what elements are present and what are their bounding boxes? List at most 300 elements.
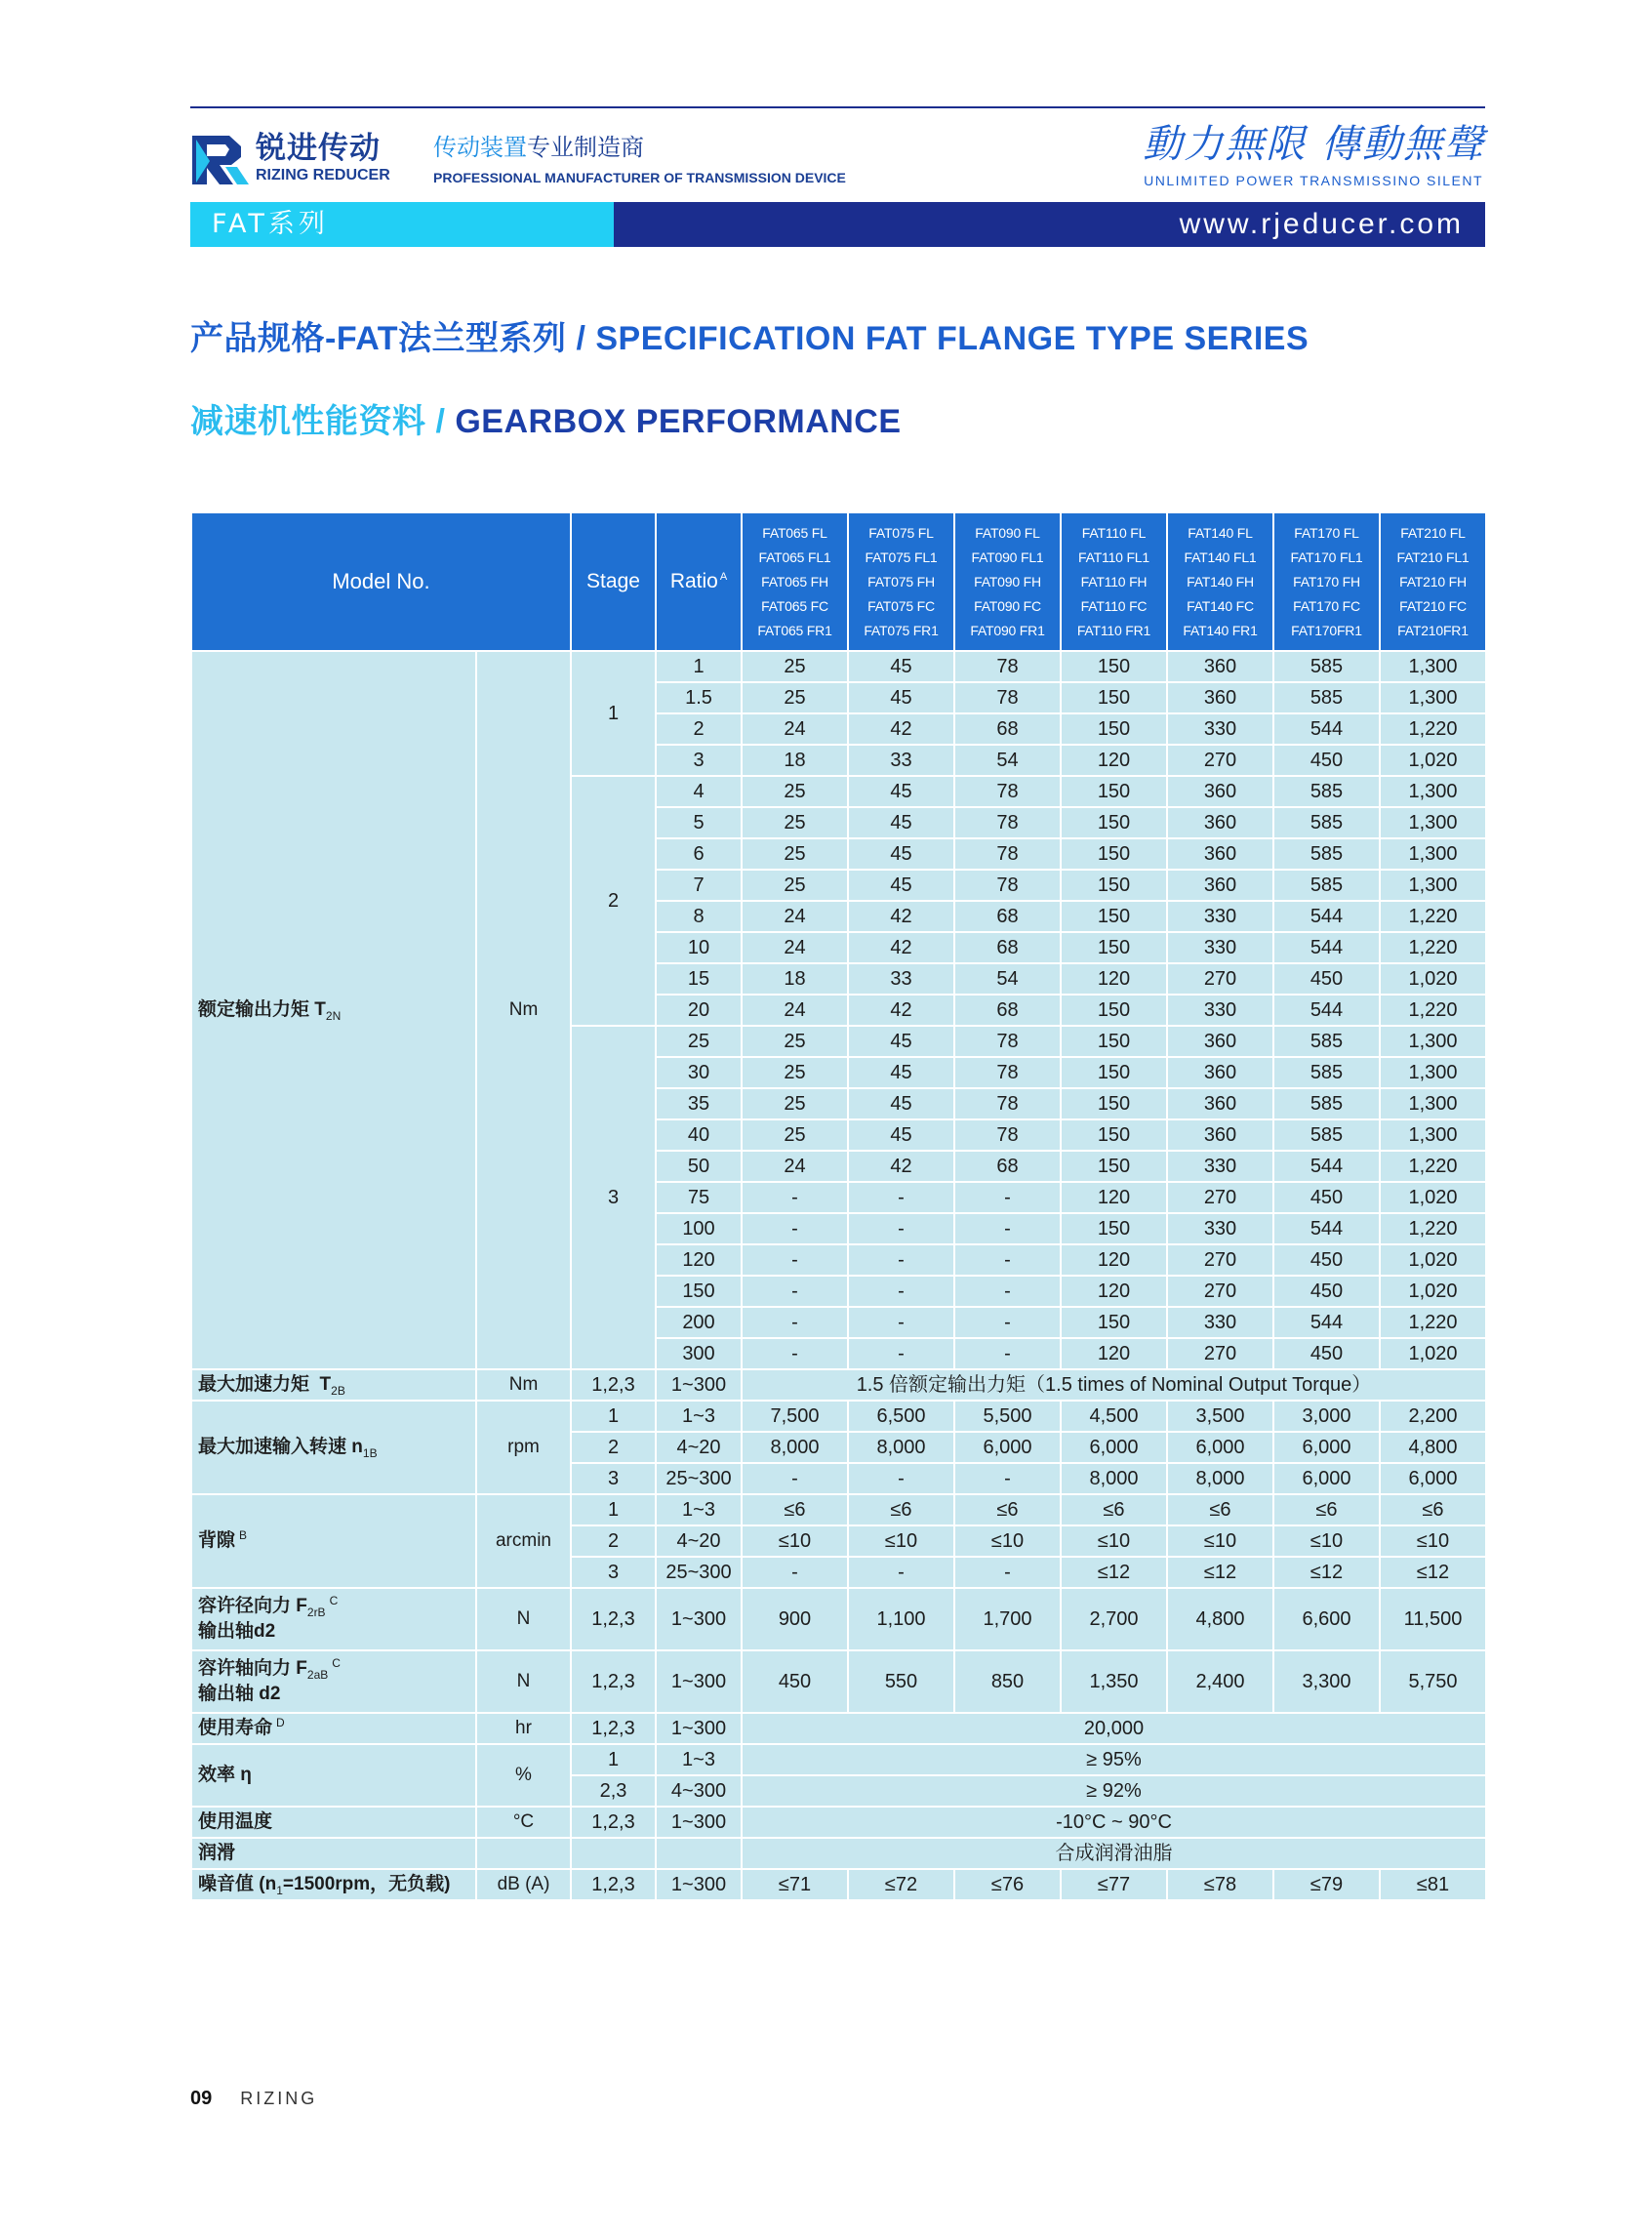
ratio-cell: 30 — [656, 1057, 742, 1088]
value-cell: 450 — [742, 1650, 848, 1713]
value-cell: 68 — [954, 713, 1061, 745]
ratio-cell: 1~3 — [656, 1744, 742, 1775]
value-cell: 544 — [1273, 713, 1380, 745]
value-cell: 33 — [848, 745, 954, 776]
value-cell: ≤72 — [848, 1869, 954, 1900]
value-cell: 585 — [1273, 870, 1380, 901]
value-cell: 1,300 — [1380, 838, 1486, 870]
value-cell: 360 — [1167, 1057, 1273, 1088]
value-cell: 78 — [954, 807, 1061, 838]
value-cell: ≤78 — [1167, 1869, 1273, 1900]
model-header-line: FAT065 FL1 — [758, 549, 831, 565]
ratio-cell: 35 — [656, 1088, 742, 1119]
stage-cell: 1,2,3 — [571, 1807, 656, 1838]
ratio-cell: 1 — [656, 651, 742, 682]
value-cell: - — [954, 1213, 1061, 1244]
value-cell: 78 — [954, 682, 1061, 713]
value-cell: 1,350 — [1061, 1650, 1167, 1713]
header-rule — [190, 106, 1485, 108]
ratio-cell: 1~300 — [656, 1869, 742, 1900]
stage-cell: 3 — [571, 1026, 656, 1369]
value-cell: 5,500 — [954, 1401, 1061, 1432]
value-cell: - — [954, 1182, 1061, 1213]
value-cell: - — [954, 1338, 1061, 1369]
value-cell: 25 — [742, 1088, 848, 1119]
value-cell: 1,220 — [1380, 1213, 1486, 1244]
spec-label-subscript: 1 — [276, 1883, 283, 1897]
model-header-line: FAT210FR1 — [1397, 622, 1469, 638]
value-cell: 360 — [1167, 1026, 1273, 1057]
unit-cell: arcmin — [476, 1494, 571, 1588]
value-cell: 360 — [1167, 838, 1273, 870]
value-cell: - — [954, 1244, 1061, 1276]
model-header-line: FAT065 FR1 — [757, 622, 832, 638]
value-cell: 42 — [848, 901, 954, 932]
value-cell: ≤10 — [1061, 1525, 1167, 1557]
value-cell: - — [848, 1276, 954, 1307]
stage-cell — [571, 1838, 656, 1869]
ratio-cell: 200 — [656, 1307, 742, 1338]
value-cell: - — [848, 1182, 954, 1213]
value-cell: 330 — [1167, 1307, 1273, 1338]
slogan-calligraphy: 動力無限 傳動無聲 — [1143, 122, 1485, 167]
value-cell: 45 — [848, 651, 954, 682]
value-cell: 150 — [1061, 1151, 1167, 1182]
spec-label-text: 最大加速输入转速 n — [198, 1437, 363, 1457]
value-cell: 6,000 — [1380, 1463, 1486, 1494]
value-cell: 4,500 — [1061, 1401, 1167, 1432]
unit-cell: Nm — [476, 1369, 571, 1401]
value-cell: 68 — [954, 932, 1061, 963]
section-title-cn: 减速机性能资料 / — [190, 403, 456, 440]
value-cell: 150 — [1061, 682, 1167, 713]
value-cell: 150 — [1061, 776, 1167, 807]
ratio-cell: 1~300 — [656, 1588, 742, 1650]
spec-label-cell — [191, 1807, 476, 1838]
value-cell: - — [954, 1276, 1061, 1307]
value-cell: 78 — [954, 651, 1061, 682]
value-cell: 120 — [1061, 1182, 1167, 1213]
value-cell: 78 — [954, 776, 1061, 807]
model-header-line: FAT075 FC — [867, 597, 935, 614]
value-cell: 270 — [1167, 1276, 1273, 1307]
model-header-line: FAT075 FL — [868, 524, 934, 541]
value-cell: 1,300 — [1380, 776, 1486, 807]
merged-value-cell: 20,000 — [742, 1713, 1486, 1744]
stage-cell: 2 — [571, 1432, 656, 1463]
value-cell: 150 — [1061, 901, 1167, 932]
spec-label-cell — [191, 1588, 476, 1650]
value-cell: 24 — [742, 901, 848, 932]
value-cell: 25 — [742, 807, 848, 838]
value-cell: 120 — [1061, 1276, 1167, 1307]
value-cell: 544 — [1273, 1151, 1380, 1182]
value-cell: 585 — [1273, 838, 1380, 870]
merged-value-cell: -10°C ~ 90°C — [742, 1807, 1486, 1838]
model-header-line: FAT170 FL — [1294, 524, 1359, 541]
value-cell: 25 — [742, 682, 848, 713]
value-cell: 25 — [742, 1119, 848, 1151]
value-cell: 360 — [1167, 776, 1273, 807]
model-header-cell — [1380, 512, 1486, 651]
table-row — [191, 651, 1486, 682]
value-cell: 544 — [1273, 901, 1380, 932]
spec-label-cell — [191, 1494, 476, 1588]
value-cell: 150 — [1061, 1026, 1167, 1057]
value-cell: - — [954, 1463, 1061, 1494]
value-cell: ≤10 — [954, 1525, 1061, 1557]
value-cell: 45 — [848, 1026, 954, 1057]
table-header-row — [191, 512, 1486, 651]
rizing-logo-icon — [190, 134, 249, 186]
value-cell: 25 — [742, 776, 848, 807]
footer-brand: RIZING — [240, 2089, 318, 2108]
model-header-line: FAT140 FH — [1187, 573, 1254, 589]
series-banner-left — [190, 202, 614, 247]
website-url: www.rjeducer.com — [1179, 208, 1464, 240]
value-cell: 150 — [1061, 1307, 1167, 1338]
value-cell: ≤6 — [954, 1494, 1061, 1525]
value-cell: 585 — [1273, 1026, 1380, 1057]
section-title — [190, 400, 902, 443]
value-cell: 150 — [1061, 1213, 1167, 1244]
ratio-cell: 2 — [656, 713, 742, 745]
brand-name-en: RIZING REDUCER — [256, 167, 390, 183]
spec-label-text-after: =1500rpm，无负载) — [282, 1874, 451, 1894]
table-row — [191, 1869, 1486, 1900]
value-cell: 1,020 — [1380, 1276, 1486, 1307]
value-cell: 270 — [1167, 1338, 1273, 1369]
value-cell: 6,000 — [1167, 1432, 1273, 1463]
model-header-line: FAT140 FL1 — [1184, 549, 1257, 565]
table-row — [191, 1713, 1486, 1744]
stage-cell: 3 — [571, 1463, 656, 1494]
value-cell: 150 — [1061, 838, 1167, 870]
value-cell: 7,500 — [742, 1401, 848, 1432]
value-cell: 1,220 — [1380, 901, 1486, 932]
model-header-line: FAT090 FL — [975, 524, 1040, 541]
value-cell: 78 — [954, 870, 1061, 901]
spec-label-note: B — [239, 1527, 248, 1542]
stage-header: Stage — [571, 512, 656, 651]
model-header-cell — [848, 512, 954, 651]
ratio-cell: 4~20 — [656, 1432, 742, 1463]
value-cell: - — [848, 1463, 954, 1494]
value-cell: 1,300 — [1380, 651, 1486, 682]
stage-cell: 2,3 — [571, 1775, 656, 1807]
model-header-line: FAT075 FR1 — [864, 622, 939, 638]
spec-label-text: 额定输出力矩 T — [198, 999, 326, 1020]
value-cell: 150 — [1061, 807, 1167, 838]
value-cell: 270 — [1167, 963, 1273, 995]
ratio-cell: 8 — [656, 901, 742, 932]
value-cell: 2,400 — [1167, 1650, 1273, 1713]
spec-label-text: 容许轴向力 F — [198, 1658, 307, 1679]
stage-cell: 1 — [571, 1494, 656, 1525]
ratio-cell: 1~3 — [656, 1401, 742, 1432]
spec-label-text: 最大加速力矩 T — [198, 1374, 332, 1395]
spec-label-cell — [191, 1369, 476, 1401]
value-cell: 585 — [1273, 807, 1380, 838]
value-cell: - — [742, 1276, 848, 1307]
value-cell: ≤6 — [1061, 1494, 1167, 1525]
value-cell: 4,800 — [1167, 1588, 1273, 1650]
model-no-header: Model No. — [191, 512, 571, 651]
value-cell: ≤6 — [848, 1494, 954, 1525]
page-title-en: SPECIFICATION FAT FLANGE TYPE SERIES — [595, 320, 1310, 357]
ratio-cell: 1~300 — [656, 1369, 742, 1401]
spec-label-subscript: 2rB — [306, 1605, 326, 1619]
ratio-cell: 5 — [656, 807, 742, 838]
stage-cell: 1 — [571, 651, 656, 776]
brand-name-cn: 锐进传动 — [256, 131, 381, 166]
table-row — [191, 1807, 1486, 1838]
value-cell: ≤12 — [1167, 1557, 1273, 1588]
value-cell: 360 — [1167, 807, 1273, 838]
value-cell: 1,300 — [1380, 1026, 1486, 1057]
model-header-cell — [1273, 512, 1380, 651]
value-cell: 24 — [742, 1151, 848, 1182]
value-cell: - — [742, 1213, 848, 1244]
model-header-line: FAT065 FH — [761, 573, 828, 589]
ratio-cell: 1~300 — [656, 1807, 742, 1838]
value-cell: 120 — [1061, 1244, 1167, 1276]
table-row — [191, 1401, 1486, 1432]
value-cell: - — [848, 1557, 954, 1588]
ratio-cell: 6 — [656, 838, 742, 870]
value-cell: 1,300 — [1380, 1088, 1486, 1119]
ratio-cell: 50 — [656, 1151, 742, 1182]
model-header-line: FAT210 FL — [1400, 524, 1466, 541]
value-cell: ≤10 — [1273, 1525, 1380, 1557]
value-cell: 450 — [1273, 745, 1380, 776]
value-cell: 1,100 — [848, 1588, 954, 1650]
value-cell: ≤12 — [1061, 1557, 1167, 1588]
value-cell: 45 — [848, 1119, 954, 1151]
unit-cell: Nm — [476, 651, 571, 1369]
value-cell: 450 — [1273, 1244, 1380, 1276]
unit-cell — [476, 1838, 571, 1869]
value-cell: 1,020 — [1380, 745, 1486, 776]
value-cell: 585 — [1273, 651, 1380, 682]
page-title — [190, 317, 1309, 360]
ratio-cell: 25 — [656, 1026, 742, 1057]
value-cell: 8,000 — [1061, 1463, 1167, 1494]
value-cell: ≤6 — [742, 1494, 848, 1525]
value-cell: 1,020 — [1380, 1182, 1486, 1213]
value-cell: 25 — [742, 870, 848, 901]
value-cell: ≤6 — [1380, 1494, 1486, 1525]
value-cell: 330 — [1167, 1213, 1273, 1244]
model-header-line: FAT075 FL1 — [865, 549, 938, 565]
value-cell: ≤10 — [742, 1525, 848, 1557]
value-cell: ≤79 — [1273, 1869, 1380, 1900]
ratio-cell: 20 — [656, 995, 742, 1026]
value-cell: 5,750 — [1380, 1650, 1486, 1713]
model-header-line: FAT140 FR1 — [1183, 622, 1258, 638]
tagline-cn — [433, 133, 644, 162]
model-header-line: FAT170 FL1 — [1290, 549, 1363, 565]
model-header-line: FAT090 FC — [974, 597, 1041, 614]
ratio-cell: 40 — [656, 1119, 742, 1151]
model-header-line: FAT140 FL — [1188, 524, 1253, 541]
value-cell: 1,220 — [1380, 995, 1486, 1026]
model-header-line: FAT210 FL1 — [1396, 549, 1470, 565]
value-cell: - — [848, 1213, 954, 1244]
value-cell: 42 — [848, 1151, 954, 1182]
value-cell: 6,000 — [954, 1432, 1061, 1463]
value-cell: 1,300 — [1380, 870, 1486, 901]
value-cell: - — [848, 1338, 954, 1369]
value-cell: 450 — [1273, 1338, 1380, 1369]
value-cell: ≤12 — [1273, 1557, 1380, 1588]
value-cell: 1,300 — [1380, 682, 1486, 713]
ratio-cell: 1.5 — [656, 682, 742, 713]
value-cell: 68 — [954, 995, 1061, 1026]
table-row — [191, 1744, 1486, 1775]
value-cell: 1,300 — [1380, 807, 1486, 838]
ratio-cell: 1~300 — [656, 1650, 742, 1713]
value-cell: 2,200 — [1380, 1401, 1486, 1432]
value-cell: 6,000 — [1273, 1463, 1380, 1494]
value-cell: 42 — [848, 932, 954, 963]
table-row — [191, 1650, 1486, 1713]
value-cell: 25 — [742, 1026, 848, 1057]
value-cell: 11,500 — [1380, 1588, 1486, 1650]
value-cell: 1,220 — [1380, 1151, 1486, 1182]
model-header-line: FAT110 FH — [1080, 573, 1148, 589]
value-cell: 150 — [1061, 1119, 1167, 1151]
ratio-cell: 25~300 — [656, 1463, 742, 1494]
stage-cell: 3 — [571, 1557, 656, 1588]
value-cell: 120 — [1061, 1338, 1167, 1369]
tagline-cn-rest: 专业制造商 — [527, 134, 644, 161]
value-cell: 544 — [1273, 1213, 1380, 1244]
page-number: 09 — [190, 2088, 213, 2109]
value-cell: - — [848, 1244, 954, 1276]
value-cell: 150 — [1061, 651, 1167, 682]
ratio-cell: 1~3 — [656, 1494, 742, 1525]
ratio-cell: 4~300 — [656, 1775, 742, 1807]
model-header-line: FAT170FR1 — [1291, 622, 1362, 638]
spec-label-text: 润滑 — [198, 1843, 236, 1863]
unit-cell: dB (A) — [476, 1869, 571, 1900]
model-header-line: FAT110 FL1 — [1078, 549, 1149, 565]
value-cell: 120 — [1061, 963, 1167, 995]
model-header-cell — [954, 512, 1061, 651]
value-cell: 850 — [954, 1650, 1061, 1713]
value-cell: 24 — [742, 932, 848, 963]
stage-cell: 1 — [571, 1744, 656, 1775]
value-cell: 360 — [1167, 1088, 1273, 1119]
unit-cell: rpm — [476, 1401, 571, 1494]
value-cell: 585 — [1273, 1088, 1380, 1119]
model-header-line: FAT110 FL — [1081, 524, 1147, 541]
value-cell: 78 — [954, 1088, 1061, 1119]
ratio-cell: 25~300 — [656, 1557, 742, 1588]
gearbox-performance-table — [190, 511, 1487, 1901]
value-cell: 1,220 — [1380, 932, 1486, 963]
value-cell: 544 — [1273, 995, 1380, 1026]
section-title-en: GEARBOX PERFORMANCE — [455, 403, 902, 440]
value-cell: 585 — [1273, 776, 1380, 807]
value-cell: 585 — [1273, 1119, 1380, 1151]
unit-cell: N — [476, 1588, 571, 1650]
value-cell: 330 — [1167, 932, 1273, 963]
value-cell: 2,700 — [1061, 1588, 1167, 1650]
spec-label-text: 使用寿命 — [198, 1718, 273, 1738]
series-name: FAT系列 — [212, 209, 329, 239]
value-cell: 330 — [1167, 713, 1273, 745]
ratio-header-text: Ratio — [669, 570, 718, 592]
value-cell: 360 — [1167, 870, 1273, 901]
table-row — [191, 1588, 1486, 1650]
value-cell: 78 — [954, 838, 1061, 870]
ratio-cell: 15 — [656, 963, 742, 995]
value-cell: 18 — [742, 745, 848, 776]
model-header-line: FAT210 FH — [1399, 573, 1467, 589]
value-cell: 18 — [742, 963, 848, 995]
ratio-cell: 3 — [656, 745, 742, 776]
spec-label-subscript: 2aB — [306, 1667, 329, 1682]
value-cell: ≤10 — [1167, 1525, 1273, 1557]
spec-label-cell — [191, 1869, 476, 1900]
spec-label-text: 效率 η — [198, 1765, 252, 1785]
spec-label-subscript: 2B — [331, 1383, 345, 1398]
value-cell: 6,000 — [1061, 1432, 1167, 1463]
spec-label-cell — [191, 1838, 476, 1869]
value-cell: ≤6 — [1273, 1494, 1380, 1525]
value-cell: 360 — [1167, 1119, 1273, 1151]
merged-value-cell: ≥ 92% — [742, 1775, 1486, 1807]
value-cell: 544 — [1273, 932, 1380, 963]
table-body — [191, 651, 1486, 1900]
value-cell: 24 — [742, 995, 848, 1026]
spec-label-note: C — [329, 1593, 339, 1607]
unit-cell: °C — [476, 1807, 571, 1838]
spec-label-text: 使用温度 — [198, 1811, 273, 1832]
value-cell: 585 — [1273, 1057, 1380, 1088]
value-cell: 6,500 — [848, 1401, 954, 1432]
spec-label-cell — [191, 1713, 476, 1744]
value-cell: 8,000 — [1167, 1463, 1273, 1494]
value-cell: ≤12 — [1380, 1557, 1486, 1588]
value-cell: 1,220 — [1380, 1307, 1486, 1338]
model-header-line: FAT210 FC — [1399, 597, 1467, 614]
model-header-line: FAT140 FC — [1187, 597, 1254, 614]
spec-label-cell — [191, 651, 476, 1369]
stage-cell: 1,2,3 — [571, 1588, 656, 1650]
value-cell: 45 — [848, 807, 954, 838]
ratio-header-note: A — [719, 571, 728, 583]
value-cell: - — [742, 1182, 848, 1213]
ratio-cell: 75 — [656, 1182, 742, 1213]
ratio-cell: 4~20 — [656, 1525, 742, 1557]
stage-cell: 1,2,3 — [571, 1650, 656, 1713]
value-cell: 33 — [848, 963, 954, 995]
stage-cell: 1,2,3 — [571, 1713, 656, 1744]
value-cell: 45 — [848, 838, 954, 870]
spec-label-note: C — [332, 1655, 341, 1670]
unit-cell: % — [476, 1744, 571, 1807]
value-cell: 54 — [954, 745, 1061, 776]
value-cell: - — [742, 1463, 848, 1494]
value-cell: 8,000 — [742, 1432, 848, 1463]
value-cell: 25 — [742, 651, 848, 682]
value-cell: ≤71 — [742, 1869, 848, 1900]
value-cell: 68 — [954, 1151, 1061, 1182]
model-header-line: FAT090 FH — [974, 573, 1041, 589]
